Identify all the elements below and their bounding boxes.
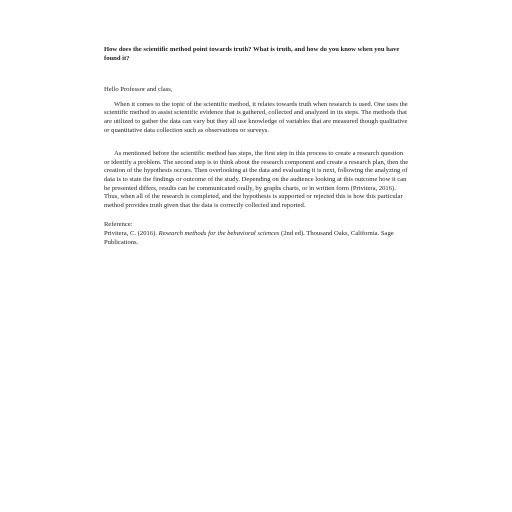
- reference-book-title: Research methods for the behavioral sciences: [158, 229, 280, 237]
- reference-edition-publisher: (2nd ed). Thousand Oaks, California. Sage Publications.: [104, 229, 394, 246]
- document-title: How does the scientific method point towards truth? What is truth, and how do you know when you have found it?: [104, 46, 400, 62]
- reference-author-year: Privitera, C. (2016).: [104, 229, 159, 237]
- document-body: [104, 46, 409, 247]
- greeting: Hello Professor and class,: [104, 86, 173, 94]
- paragraph-2: As mentioned before the scientific method has steps, the first step in this process to create a research question or identify a problem. The second step is to think about the research component and create a research plan, then the creation of the hypothesis occurs. Then overlooking at the data and evaluating it is next, following the analyzing of data is to state the findings or outcome of the study. Depending on the audience looking at this outcome how it can be presented differs, results can be communicated orally, by graphs charts, or in written form (Privitera, 2016). Thus, when all of the research is completed, and the hypothesis is supported or rejected this is how this particular method provides truth given that the data is correctly collected and reported.: [104, 150, 409, 209]
- reference-label: Reference:: [104, 221, 133, 229]
- reference-citation: [104, 230, 409, 247]
- paragraph-1: When it comes to the topic of the scientific method, it relates towards truth when research is used. One uses the scientific method to assist scientific evidence that is gathered, collected and analyzed in its steps. The methods that are utilized to gather the data can vary but they all use knowledge of variables that are measured though qualitative or quantitative data collection such as observations or surveys.: [104, 100, 408, 134]
